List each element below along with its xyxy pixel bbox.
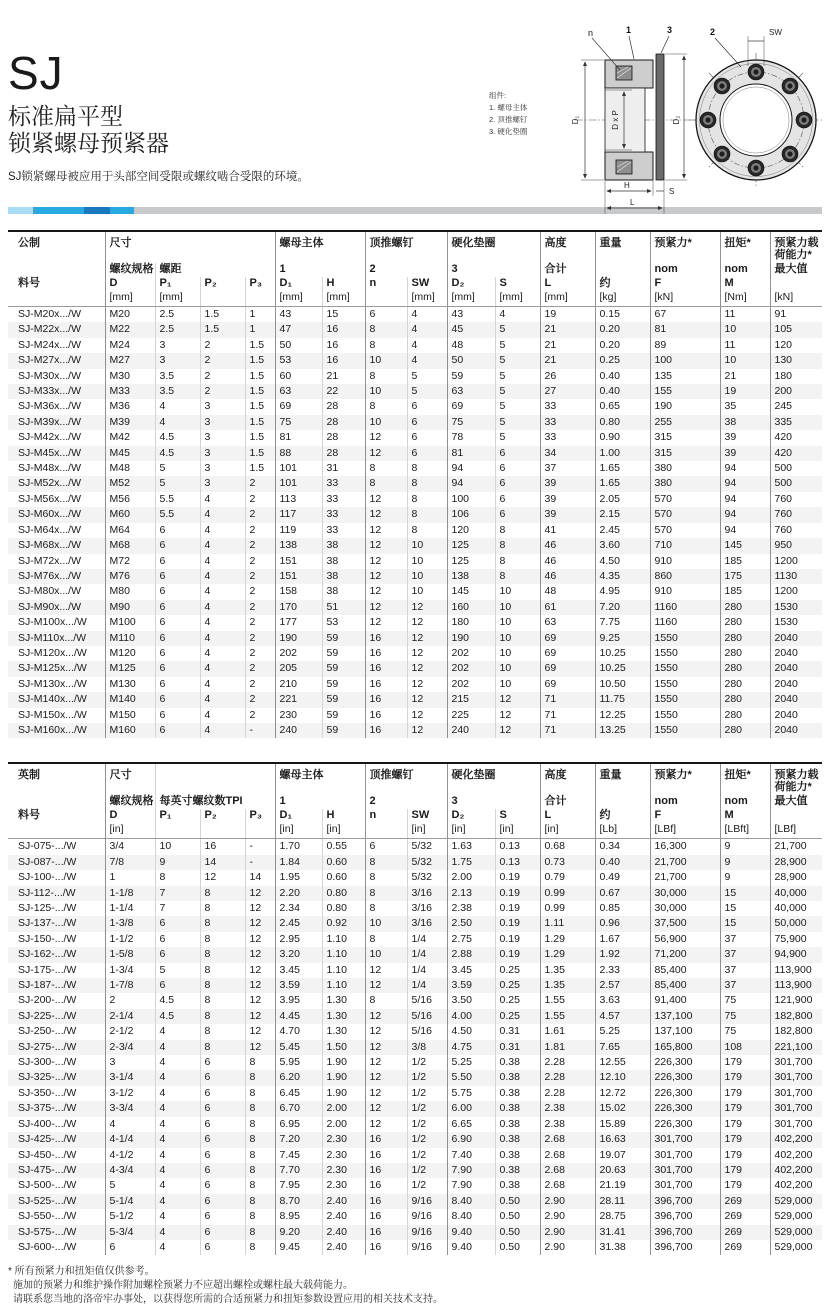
sub-thread-spec: 螺纹规格 [105, 795, 155, 809]
group-capacity: 预紧力载荷能力* [770, 231, 822, 263]
col-d1: D₁ [275, 277, 322, 291]
section-view [571, 25, 699, 214]
group-washer: 硬化垫圈 [447, 763, 540, 795]
table-row: SJ-200-.../W 2 4.5 8 12 3.95 1.30 8 5/16 3.50 0.25 1.55 3.63 91,400 75 121,900 [8, 993, 822, 1008]
col-sw: SW [407, 277, 447, 291]
col-d2: D₂ [447, 809, 495, 823]
col-d1: D₁ [275, 809, 322, 823]
front-view [689, 27, 823, 187]
col-n: n [365, 277, 407, 291]
table-row: SJ-087-.../W 7/8 9 14 - 1.84 0.60 8 5/32 1.75 0.13 0.73 0.40 21,700 9 28,900 [8, 855, 822, 870]
table-row: SJ-M33x.../W M33 3.5 2 1.5 63 22 10 5 63 5 27 0.40 155 19 200 [8, 384, 822, 399]
table-row: SJ-M110x.../W M110 6 4 2 190 59 16 12 190 10 69 9.25 1550 280 2040 [8, 631, 822, 646]
col-h: H [322, 809, 365, 823]
col-d2: D₂ [447, 277, 495, 291]
table-row: SJ-M76x.../W M76 6 4 2 151 38 12 10 138 8 46 4.35 860 175 1130 [8, 569, 822, 584]
sub-pitch: 螺距 [155, 263, 275, 277]
table-row: SJ-M56x.../W M56 5.5 4 2 113 33 12 8 100 6 39 2.05 570 94 760 [8, 492, 822, 507]
region-label: 公制 [18, 237, 40, 249]
group-nut-body: 螺母主体 [275, 231, 365, 263]
table-row: SJ-M64x.../W M64 6 4 2 119 33 12 8 120 8 41 2.45 570 94 760 [8, 523, 822, 538]
table-row: SJ-100-.../W 1 8 12 14 1.95 0.60 8 5/32 2.00 0.19 0.79 0.49 21,700 9 28,900 [8, 870, 822, 885]
group-preload: 预紧力* [650, 763, 720, 795]
table-row: SJ-M68x.../W M68 6 4 2 138 38 12 10 125 8 46 3.60 710 145 950 [8, 538, 822, 553]
sub-item-3: 3 [447, 795, 540, 809]
col-l: L [540, 809, 595, 823]
table-row: SJ-475-.../W 4-3/4 4 6 8 7.70 2.30 16 1/2 7.90 0.38 2.68 20.63 301,700 179 402,200 [8, 1163, 822, 1178]
table-row: SJ-112-.../W 1-1/8 7 8 12 2.20 0.80 8 3/16 2.13 0.19 0.99 0.67 30,000 15 40,000 [8, 886, 822, 901]
group-height: 高度 [540, 763, 595, 795]
table-row: SJ-125-.../W 1-1/4 7 8 12 2.34 0.80 8 3/16 2.38 0.19 0.99 0.85 30,000 15 40,000 [8, 901, 822, 916]
footnote-line-3: 请联系您当地的洛帝牢办事处，以获得您所需的合适预紧力和扭矩参数设置应用的相关技术支持。 [13, 1294, 443, 1306]
col-p2: P₂ [200, 809, 245, 823]
sub-nom-f: nom [650, 263, 720, 277]
dim-label-d2: D₂ [672, 115, 681, 125]
accent-bar-segment [33, 207, 84, 214]
parts-legend [489, 90, 528, 136]
table-row: SJ-075-.../W 3/4 10 16 - 1.70 0.55 6 5/32 1.63 0.13 0.68 0.34 16,300 9 21,700 [8, 839, 822, 855]
col-approx: 约 [595, 277, 650, 291]
table-row: SJ-M52x.../W M52 5 3 2 101 33 8 8 94 6 39 1.65 380 94 500 [8, 476, 822, 491]
col-f: F [650, 809, 720, 823]
dim-label-s: S [669, 187, 675, 196]
accent-bar-segment [84, 207, 110, 214]
col-p3: P₃ [245, 809, 275, 823]
group-washer: 硬化垫圈 [447, 231, 540, 263]
col-d: D [105, 277, 155, 291]
group-jack-screws: 顶推螺钉 [365, 763, 447, 795]
dim-label-h: H [624, 181, 630, 190]
accent-bar-segment [110, 207, 134, 214]
sub-total: 合计 [540, 263, 595, 277]
table-row: SJ-525-.../W 5-1/4 4 6 8 8.70 2.40 16 9/16 8.40 0.50 2.90 28.11 396,700 269 529,000 [8, 1194, 822, 1209]
col-l: L [540, 277, 595, 291]
table-row: SJ-375-.../W 3-3/4 4 6 8 6.70 2.00 12 1/2 6.00 0.38 2.38 15.02 226,300 179 301,700 [8, 1101, 822, 1116]
sub-total: 合计 [540, 795, 595, 809]
title-line-1: 标准扁平型 [8, 103, 123, 129]
region-label: 英制 [18, 769, 40, 782]
page-header [0, 0, 830, 207]
table-row: SJ-150-.../W 1-1/2 6 8 12 2.95 1.10 8 1/4 2.75 0.19 1.29 1.67 56,900 37 75,900 [8, 932, 822, 947]
table-row: SJ-M42x.../W M42 4.5 3 1.5 81 28 12 6 78 5 33 0.90 315 39 420 [8, 430, 822, 445]
callout-1-nut-body: 1 [626, 25, 632, 35]
hardened-washer-section [656, 54, 664, 180]
sub-max: 最大值 [770, 263, 822, 277]
col-h: H [322, 277, 365, 291]
table-row: SJ-600-.../W 6 4 6 8 9.45 2.40 16 9/16 9.40 0.50 2.90 31.38 396,700 269 529,000 [8, 1240, 822, 1255]
group-weight: 重量 [595, 763, 650, 795]
group-jack-screws: 顶推螺钉 [365, 231, 447, 263]
group-size: 尺寸 [105, 231, 275, 263]
accent-bar-segment [8, 207, 33, 214]
table-row: SJ-M22x.../W M22 2.5 1.5 1 47 16 8 4 45 5 21 0.20 81 10 105 [8, 322, 822, 337]
group-size: 尺寸 [105, 763, 155, 795]
table-row: SJ-225-.../W 2-1/4 4.5 8 12 4.45 1.30 12 5/16 4.00 0.25 1.55 4.57 137,100 75 182,800 [8, 1009, 822, 1024]
callout-n: n [588, 28, 594, 38]
group-height: 高度 [540, 231, 595, 263]
group-torque: 扭矩* [720, 231, 770, 263]
legend-item-1: 1. 螺母主体 [489, 103, 528, 112]
table-row: SJ-M150x.../W M150 6 4 2 230 59 16 12 225 12 71 12.25 1550 280 2040 [8, 708, 822, 723]
table-row: SJ-M125x.../W M125 6 4 2 205 59 16 12 202 10 69 10.25 1550 280 2040 [8, 661, 822, 676]
table-row: SJ-M60x.../W M60 5.5 4 2 117 33 12 8 106 6 39 2.15 570 94 760 [8, 507, 822, 522]
table-row: SJ-M36x.../W M36 4 3 1.5 69 28 8 6 69 5 33 0.65 190 35 245 [8, 399, 822, 414]
sub-tpi: 每英寸螺纹数TPI [155, 795, 275, 809]
col-part-number: 料号 [18, 809, 40, 822]
footnote-line-1: * 所有预紧力和扭矩值仅供参考。 [8, 1266, 155, 1278]
table-row: SJ-M72x.../W M72 6 4 2 151 38 12 10 125 8 46 4.50 910 185 1200 [8, 554, 822, 569]
imperial-table [8, 762, 822, 1255]
table-row: SJ-M39x.../W M39 4 3 1.5 75 28 10 6 75 5 33 0.80 255 38 335 [8, 415, 822, 430]
sub-thread-spec: 螺纹规格 [105, 263, 155, 277]
col-m: M [720, 809, 770, 823]
table-row: SJ-M80x.../W M80 6 4 2 158 38 12 10 145 10 48 4.95 910 185 1200 [8, 584, 822, 599]
technical-drawing [487, 20, 825, 220]
legend-item-2: 2. 顶推螺钉 [489, 115, 528, 124]
col-sw: SW [407, 809, 447, 823]
table-row: SJ-550-.../W 5-1/2 4 6 8 8.95 2.40 16 9/16 8.40 0.50 2.90 28.75 396,700 269 529,000 [8, 1209, 822, 1224]
col-f: F [650, 277, 720, 291]
col-s: S [495, 277, 540, 291]
table-row: SJ-M160x.../W M160 6 4 - 240 59 16 12 240 12 71 13.25 1550 280 2040 [8, 723, 822, 738]
sub-max: 最大值 [770, 795, 822, 809]
col-p2: P₂ [200, 277, 245, 291]
units-row: [in] [in] [in] [in] [in] [in] [in] [Lb] [LBf] [LBft] [LBf] [8, 823, 822, 839]
product-description: SJ锁紧螺母被应用于头部空间受限或螺纹啮合受限的环境。 [8, 171, 309, 183]
table-row: SJ-450-.../W 4-1/2 4 6 8 7.45 2.30 16 1/2 7.40 0.38 2.68 19.07 301,700 179 402,200 [8, 1148, 822, 1163]
group-capacity: 预紧力载荷能力* [770, 763, 822, 795]
table-row: SJ-175-.../W 1-3/4 5 8 12 3.45 1.10 12 1/4 3.45 0.25 1.35 2.33 85,400 37 113,900 [8, 963, 822, 978]
table-row: SJ-M48x.../W M48 5 3 1.5 101 31 8 8 94 6 37 1.65 380 94 500 [8, 461, 822, 476]
callout-2-jack-screw: 2 [710, 27, 716, 37]
footnotes [8, 1265, 830, 1307]
col-n: n [365, 809, 407, 823]
page-title [8, 103, 169, 157]
sub-item-2: 2 [365, 795, 447, 809]
footnote-line-2: 施加的预紧力和维护操作附加螺栓预紧力不应超出螺栓或螺柱最大载荷能力。 [13, 1280, 353, 1292]
col-part-number: 料号 [18, 277, 40, 289]
table-row: SJ-400-.../W 4 4 6 8 6.95 2.00 12 1/2 6.65 0.38 2.38 15.89 226,300 179 301,700 [8, 1117, 822, 1132]
group-nut-body: 螺母主体 [275, 763, 365, 795]
sub-item-1: 1 [275, 795, 365, 809]
col-d: D [105, 809, 155, 823]
table-row: SJ-300-.../W 3 4 6 8 5.95 1.90 12 1/2 5.25 0.38 2.28 12.55 226,300 179 301,700 [8, 1055, 822, 1070]
table-row: SJ-M90x.../W M90 6 4 2 170 51 12 12 160 10 61 7.20 1160 280 1530 [8, 600, 822, 615]
table-row: SJ-250-.../W 2-1/2 4 8 12 4.70 1.30 12 5/16 4.50 0.31 1.61 5.25 137,100 75 182,800 [8, 1024, 822, 1039]
table-row: SJ-M27x.../W M27 3 2 1.5 53 16 10 4 50 5 21 0.25 100 10 130 [8, 353, 822, 368]
group-weight: 重量 [595, 231, 650, 263]
col-p1: P₁ [155, 277, 200, 291]
sub-nom-m: nom [720, 795, 770, 809]
dim-label-dxp: D x P [611, 110, 620, 130]
title-line-2: 锁紧螺母预紧器 [8, 130, 169, 156]
table-row: SJ-575-.../W 5-3/4 4 6 8 9.20 2.40 16 9/16 9.40 0.50 2.90 31.41 396,700 269 529,000 [8, 1225, 822, 1240]
dim-label-d1: D₁ [571, 115, 580, 125]
table-row: SJ-187-.../W 1-7/8 6 8 12 3.59 1.10 12 1/4 3.59 0.25 1.35 2.57 85,400 37 113,900 [8, 978, 822, 993]
sub-item-2: 2 [365, 263, 447, 277]
table-row: SJ-M140x.../W M140 6 4 2 221 59 16 12 215 12 71 11.75 1550 280 2040 [8, 692, 822, 707]
table-row: SJ-M45x.../W M45 4.5 3 1.5 88 28 12 6 81 6 34 1.00 315 39 420 [8, 446, 822, 461]
sub-nom-f: nom [650, 795, 720, 809]
col-s: S [495, 809, 540, 823]
sub-item-1: 1 [275, 263, 365, 277]
group-torque: 扭矩* [720, 763, 770, 795]
table-row: SJ-425-.../W 4-1/4 4 6 8 7.20 2.30 16 1/2 6.90 0.38 2.68 16.63 301,700 179 402,200 [8, 1132, 822, 1147]
table-row: SJ-M100x.../W M100 6 4 2 177 53 12 12 180 10 63 7.75 1160 280 1530 [8, 615, 822, 630]
dim-label-sw: SW [769, 28, 782, 37]
table-row: SJ-500-.../W 5 4 6 8 7.95 2.30 16 1/2 7.90 0.38 2.68 21.19 301,700 179 402,200 [8, 1178, 822, 1193]
dim-label-l: L [630, 198, 635, 207]
callout-3-washer: 3 [667, 25, 673, 35]
table-row: SJ-M30x.../W M30 3.5 2 1.5 60 21 8 5 59 5 26 0.40 135 21 180 [8, 369, 822, 384]
metric-table [8, 230, 822, 738]
table-row: SJ-M20x.../W M20 2.5 1.5 1 43 15 6 4 43 4 19 0.15 67 11 91 [8, 307, 822, 323]
table-row: SJ-350-.../W 3-1/2 4 6 8 6.45 1.90 12 1/2 5.75 0.38 2.28 12.72 226,300 179 301,700 [8, 1086, 822, 1101]
sub-nom-m: nom [720, 263, 770, 277]
table-row: SJ-137-.../W 1-3/8 6 8 12 2.45 0.92 10 3/16 2.50 0.19 1.11 0.96 37,500 15 50,000 [8, 916, 822, 931]
col-approx: 约 [595, 809, 650, 823]
table-row: SJ-M120x.../W M120 6 4 2 202 59 16 12 202 10 69 10.25 1550 280 2040 [8, 646, 822, 661]
table-row: SJ-275-.../W 2-3/4 4 8 12 5.45 1.50 12 3/8 4.75 0.31 1.81 7.65 165,800 108 221,100 [8, 1040, 822, 1055]
product-code: SJ [8, 47, 64, 99]
table-row: SJ-M24x.../W M24 3 2 1.5 50 16 8 4 48 5 21 0.20 89 11 120 [8, 338, 822, 353]
col-p1: P₁ [155, 809, 200, 823]
table-row: SJ-162-.../W 1-5/8 6 8 12 3.20 1.10 10 1/4 2.88 0.19 1.29 1.92 71,200 37 94,900 [8, 947, 822, 962]
legend-item-3: 3. 硬化垫圈 [489, 127, 528, 136]
table-row: SJ-325-.../W 3-1/4 4 6 8 6.20 1.90 12 1/2 5.50 0.38 2.28 12.10 226,300 179 301,700 [8, 1070, 822, 1085]
col-p3: P₃ [245, 277, 275, 291]
legend-title: 组件: [489, 91, 507, 100]
col-m: M [720, 277, 770, 291]
table-row: SJ-M130x.../W M130 6 4 2 210 59 16 12 202 10 69 10.50 1550 280 2040 [8, 677, 822, 692]
units-row: [mm] [mm] [mm] [mm] [mm] [mm] [mm] [mm] [kg] [kN] [Nm] [kN] [8, 291, 822, 307]
group-preload: 预紧力* [650, 231, 720, 263]
sub-item-3: 3 [447, 263, 540, 277]
